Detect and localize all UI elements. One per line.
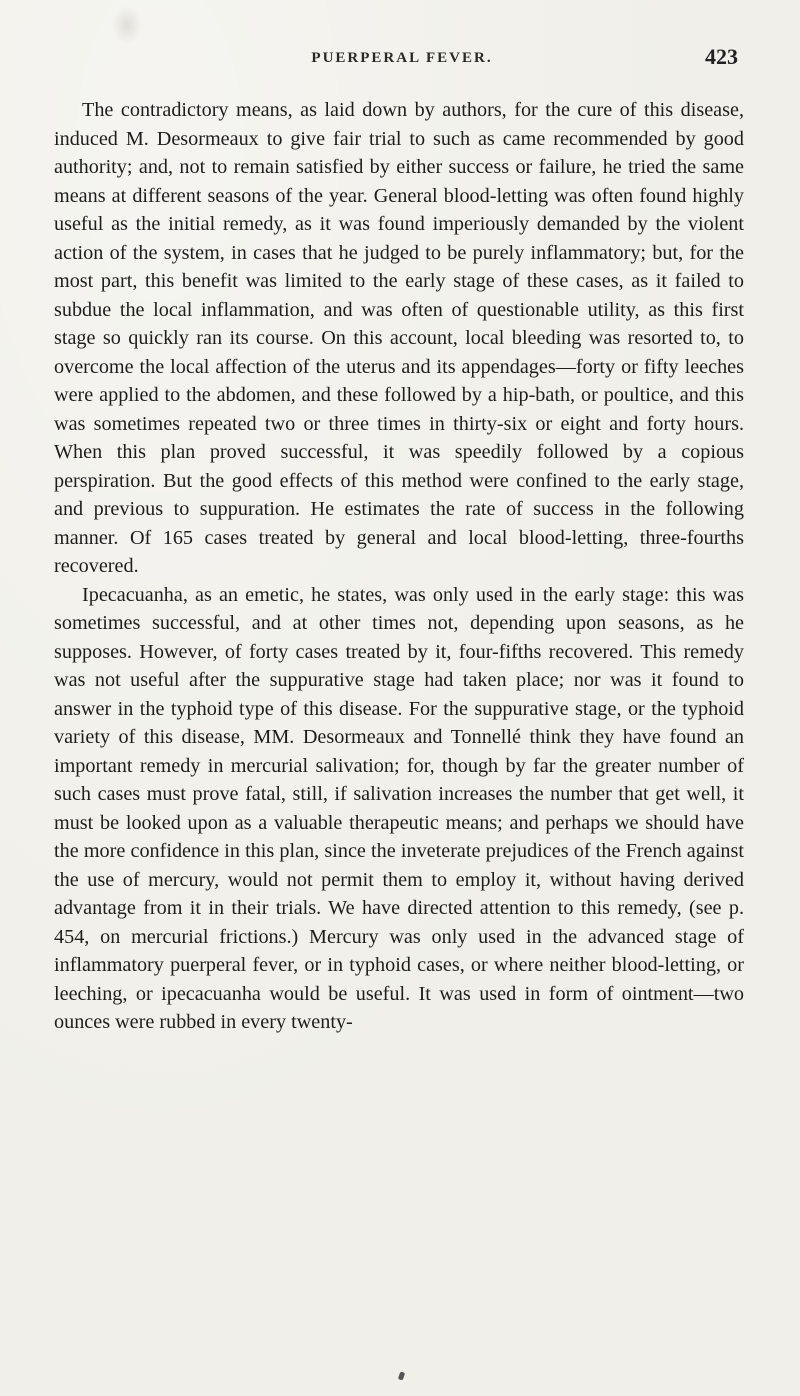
ink-speck bbox=[398, 1371, 405, 1380]
page-number: 423 bbox=[705, 44, 738, 69]
paragraph: Ipecacuanha, as an emetic, he states, was only used in the early stage: this was sometimes successful, and at other times not, depending upon seasons, as he supposes. However, of forty cases treated by it, four-fifths recovered. This remedy was not useful after the suppurative stage had taken place; nor was it found to answer in the typhoid type of this disease. For the suppurative stage, or the typhoid variety of this disease, MM. Desormeaux and Tonnellé think they have found an important remedy in mercurial salivation; for, though by far the greater number of such cases must prove fatal, still, if salivation increases the number that get well, it must be looked upon as a valuable therapeutic means; and perhaps we should have the more confidence in this plan, since the inveterate prejudices of the French against the use of mercury, would not permit them to employ it, without having derived advantage from it in their trials. We have directed attention to this remedy, (see p. 454, on mercurial frictions.) Mercury was only used in the advanced stage of inflammatory puerperal fever, or in typhoid cases, or where neither blood-letting, or leeching, or ipecacuanha would be useful. It was used in form of ointment—two ounces were rubbed in every twenty- bbox=[54, 583, 744, 1033]
page-header bbox=[66, 44, 738, 74]
bleed-through-mark bbox=[112, 6, 142, 44]
paragraph: The contradictory means, as laid down by authors, for the cure of this disease, induced M. Desormeaux to give fair trial to such as came recommended by good authority; and, not to remain satisfied by either success or failure, he tried the same means at different seasons of the year. General blood-letting was often found highly useful as the initial remedy, as it was found imperiously demanded by the violent action of the system, in cases that he judged to be purely inflammatory; but, for the most part, this benefit was limited to the early stage of these cases, as it failed to subdue the local inflammation, and was often of questionable utility, as this first stage so quickly ran its course. On this account, local bleeding was resorted to, to overcome the local affection of the uterus and its appendages—forty or fifty leeches were applied to the abdomen, and these followed by a hip-bath, or poultice, and this was sometimes repeated two or three times in thirty-six or eight and forty hours. When this plan proved successful, it was speedily followed by a copious perspiration. But the good effects of this method were confined to the early stage, and previous to suppuration. He estimates the rate of success in the following manner. Of 165 cases treated by general and local blood-letting, three-fourths recovered. bbox=[54, 99, 744, 577]
body-text bbox=[54, 96, 744, 1037]
running-head: PUERPERAL FEVER. bbox=[311, 50, 493, 66]
